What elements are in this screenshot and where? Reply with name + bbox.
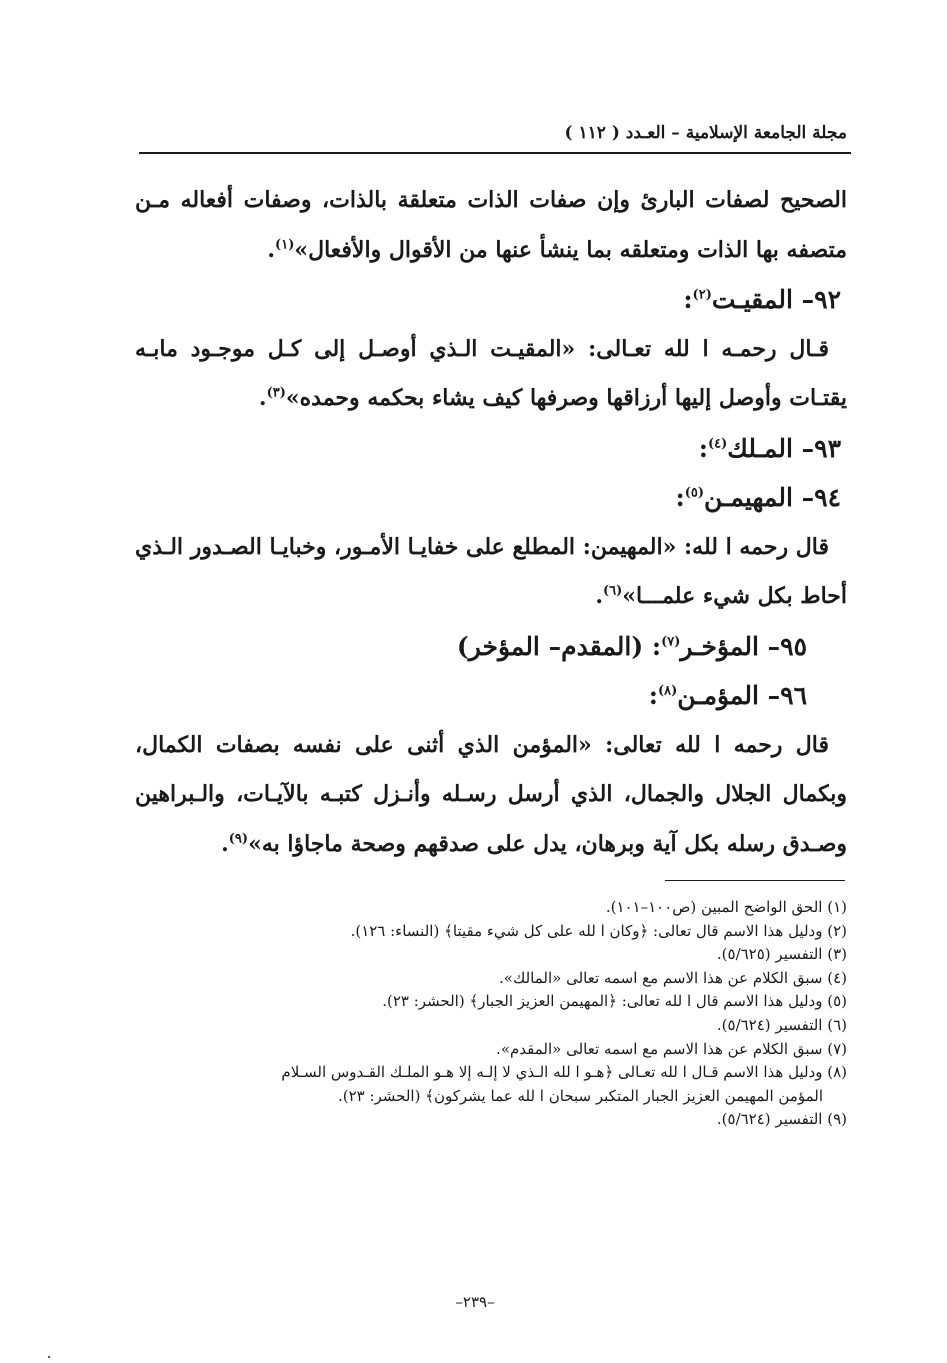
footnote-ref: (٦) [602,583,623,599]
entry-heading: ٩٣– المـلك$^{(٤)}$: [698,433,841,463]
footnote-ref: (٥) [684,485,705,501]
footnote: (٣) التفسير (٥/٦٢٥). [716,945,847,964]
footnote-ref: (٧) [661,634,681,650]
heading-text: ٩٤– المهيمـن [704,483,841,512]
footnote-ref: (٤) [707,436,728,452]
paragraph-text: قال رحمه ا لله: «المهيمن: المطلع على خفايـا الأمـور، وخبايـا الصـدور الـذي أحاط بكل شيء علمـــا» [135,533,847,609]
paragraph: قال رحمه ا لله: «المهيمن: المطلع على خفايـا الأمـور، وخبايـا الصـدور الـذي أحاط بكل شيء علمـــا»$^{(٦)}$. [135,533,847,609]
entry-heading [135,622,847,672]
footnote: (٤) سبق الكلام عن هذا الاسم مع اسمه تعالى «المالك». [499,968,847,987]
paragraph: الصحيح لصفات البارئ وإن صفات الذات متعلقة بالذات، وصفات أفعاله مـن متصفه بها الذات ومتعلقه بما ينشأ عنها من الأقوال والأفعال»$^{(١)}$. [135,187,847,263]
footnote-rule [665,880,845,881]
entry-heading: ٩٢– المقيـت$^{(٢)}$: [683,285,841,314]
footnote-continuation: المؤمن المهيمن العزيز الجبار المتكبر سبحان ا لله عما يشركون﴾ (الحشر: ٢٣). [337,1086,823,1105]
scan-speck [48,1356,50,1358]
heading-text: : (المقدم– المؤخر) [456,631,662,661]
heading-text: ٩٥– المؤخـر [680,631,807,661]
paragraph: قـال رحمـه ا لله تعـالى: «المقيـت الـذي أوصـل إلى كـل موجـود مابـه يقتـات وأوصل إليها أرزاقها وصرفها كيف يشاء بحكمه وحمده»$^{(٣)}$. [135,335,847,411]
footnote-ref: (١) [275,237,295,253]
footnote: (٦) التفسير (٥/٦٢٤). [716,1015,847,1034]
footnote-ref: (٨) [657,683,678,699]
paragraph: قال رحمه ا لله تعالى: «المؤمن الذي أثنى على نفسه بصفات الكمال، وبكمال الجلال والجمال، الذي أرسل رسـله وأنـزل كتبـه بالآيـات، والـبراهين وصـدق رسله بكل آية وبرهان، يدل على صدقهم وصحة ماجاؤا به»$^{(٩)}$. [135,731,847,857]
main-text [135,176,847,869]
footnote: (٧) سبق الكلام عن هذا الاسم مع اسمه تعالى «المقدم». [496,1039,847,1058]
page-number: –٢٣٩– [455,1293,495,1311]
entry-heading: ٩٦– المؤمـن$^{(٨)}$: [648,681,807,710]
footnote-ref: (٩) [228,831,249,847]
footnote-ref: (٢) [692,287,712,303]
entry-heading: ٩٤– المهيمـن$^{(٥)}$: [675,483,841,512]
footnote: (٥) ودليل هذا الاسم قال ا لله تعالى: ﴿المهيمن العزيز الجبار﴾ (الحشر: ٢٣). [382,992,847,1011]
running-header: مجلة الجامعة الإسلامية – العـدد ( ١١٢ ) [564,123,847,143]
header-rule [139,152,851,154]
paragraph-text: قـال رحمـه ا لله تعـالى: «المقيـت الـذي أوصـل إلى كـل موجـود مابـه يقتـات وأوصل إليها أرزاقها وصرفها كيف يشاء بحكمه وحمده» [135,335,847,411]
paragraph-text: قال رحمه ا لله تعالى: «المؤمن الذي أثنى على نفسه بصفات الكمال، وبكمال الجلال والجمال، الذي أرسل رسـله وأنـزل كتبـه بالآيـات، والـبراهين وصـدق رسله بكل آية وبرهان، يدل على صدقهم وصحة ماجاؤا به» [135,731,847,857]
heading-text: ٩٣– المـلك [727,433,841,463]
footnote: (٨) ودليل هذا الاسم قـال ا لله تعـالى ﴿هـو ا لله الـذي لا إلـه إلا هـو الملـك القـدوس السـلام [281,1063,847,1082]
heading-text: ٩٢– المقيـت [711,285,841,314]
footnote: (١) الحق الواضح المبين (ص١٠٠–١٠١). [605,898,847,916]
footnote: (٢) ودليل هذا الاسم قال تعالى: ﴿وكان ا لله على كل شيء مقيتا﴾ (النساء: ١٢٦). [350,921,847,940]
footnote-ref: (٣) [266,385,286,401]
footnotes [135,896,847,1132]
footnote: (٩) التفسير (٥/٦٢٤). [716,1110,847,1129]
heading-text: ٩٦– المؤمـن [677,681,807,710]
paragraph-text: الصحيح لصفات البارئ وإن صفات الذات متعلقة بالذات، وصفات أفعاله مـن متصفه بها الذات ومتعلقه بما ينشأ عنها من الأقوال والأفعال» [135,187,847,263]
